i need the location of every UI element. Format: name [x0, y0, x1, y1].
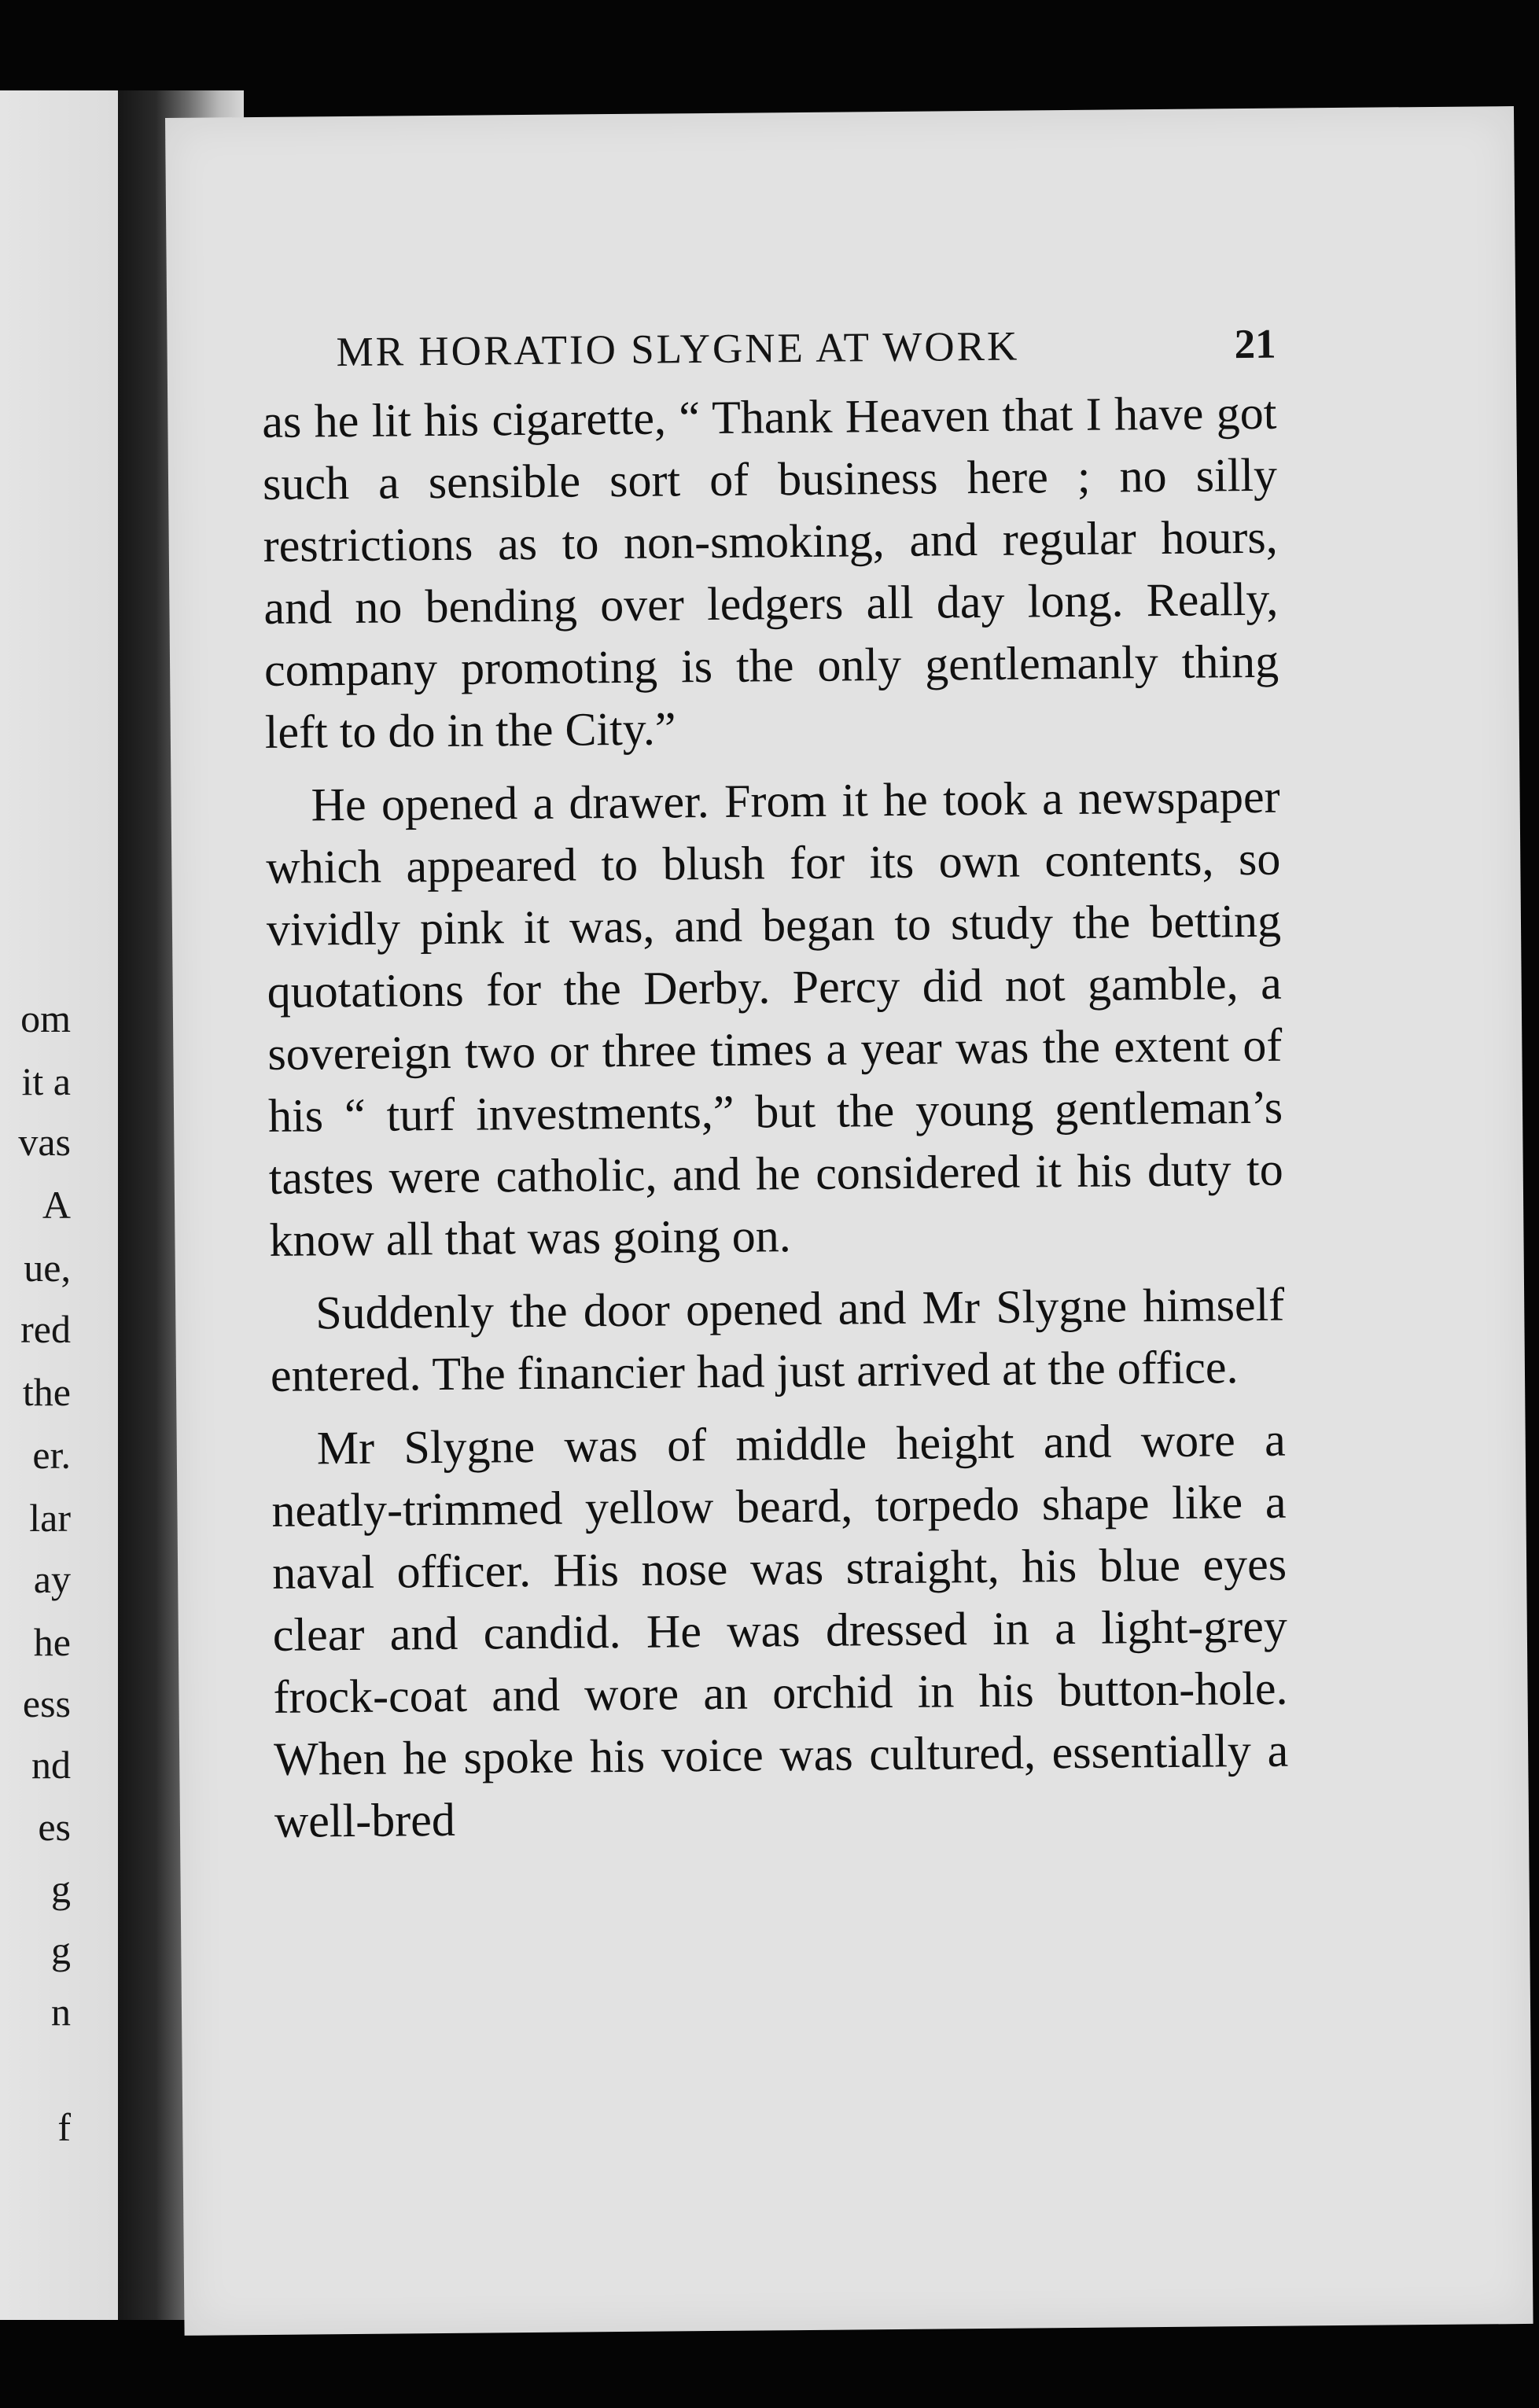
left-fragment: A	[42, 1183, 71, 1227]
left-fragment: ay	[33, 1557, 71, 1601]
left-fragment: g	[51, 1928, 71, 1972]
left-fragment: red	[20, 1307, 71, 1351]
book-page	[165, 106, 1533, 2336]
paragraph: as he lit his cigarette, “ Thank Heaven that I have got such a sensible sort of business here ; no silly restrictions as to non-smoking, and regular hours, and no bending over ledgers all day long. Really, company promoting is the only gentlemanly thing left to do in the City.”	[262, 386, 1279, 758]
left-fragment: ue,	[24, 1246, 71, 1290]
left-fragment: ess	[22, 1681, 71, 1725]
page-number: 21	[1234, 321, 1276, 368]
running-title: MR HORATIO SLYGNE AT WORK	[336, 323, 1020, 376]
page-content	[261, 321, 1289, 1864]
left-fragment: the	[22, 1370, 71, 1414]
left-fragment: lar	[29, 1496, 71, 1540]
paragraph: Suddenly the door opened and Mr Slygne himself entered. The financier had just arrived at the office.	[270, 1278, 1285, 1401]
left-fragment: f	[57, 2105, 71, 2149]
left-fragment: nd	[31, 1743, 71, 1787]
paragraph: He opened a drawer. From it he took a newspaper which appeared to blush for its own contents, so vividly pink it was, and began to study the betting quotations for the Derby. Percy did not gamble, a sovereign two or three times a year was the extent of his “ turf investments,” but the young gentleman’s tastes were catholic, and he considered it his duty to know all that was going on.	[266, 770, 1284, 1266]
left-fragment: it a	[21, 1059, 71, 1103]
left-fragment: he	[33, 1620, 71, 1664]
left-fragment: er.	[32, 1433, 71, 1477]
left-fragment: es	[38, 1805, 71, 1849]
left-fragment: n	[51, 1990, 71, 2034]
paragraph: Mr Slygne was of middle height and wore a neatly-trimmed yellow beard, torpedo shape like a naval officer. His nose was straight, his blue eyes clear and candid. He was dressed in a light-grey frock-coat and wore an orchid in his button-hole. When he spoke his voice was cultured, essentially a well-bred	[271, 1413, 1289, 1847]
body-text	[262, 382, 1289, 1853]
left-fragment: vas	[18, 1120, 71, 1164]
running-header	[261, 321, 1276, 377]
left-fragment: om	[20, 996, 71, 1040]
left-fragment: g	[51, 1867, 71, 1911]
